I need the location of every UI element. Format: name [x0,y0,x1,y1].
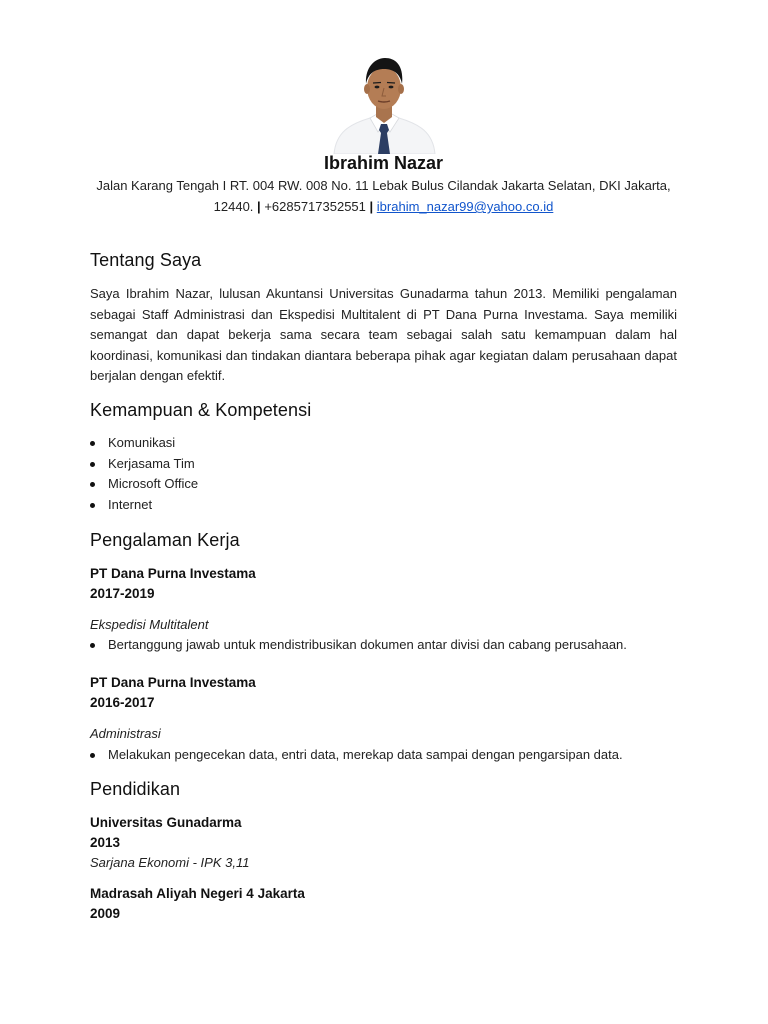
job-duties-list [90,745,677,765]
bullet-icon [90,503,95,508]
bullet-icon [90,753,95,758]
section-heading-education: Pendidikan [90,779,181,799]
job-years: 2016-2017 [90,695,155,710]
list-item: Microsoft Office [90,474,677,495]
list-item: Kerjasama Tim [90,454,677,475]
separator: | [257,199,261,214]
bullet-icon [90,441,95,446]
profile-photo [332,54,437,154]
bullet-icon [90,462,95,467]
candidate-name: Ibrahim Nazar [323,153,444,173]
section-heading-about: Tentang Saya [90,250,202,270]
education-degree: Sarjana Ekonomi - IPK 3,11 [90,855,250,870]
phone-number: +6285717352551 [264,199,366,214]
contact-info [90,175,677,217]
job-duties-list [90,635,677,655]
bullet-icon [90,482,95,487]
separator: | [369,199,374,214]
education-year: 2009 [90,906,121,921]
list-item: Melakukan pengecekan data, entri data, merekap data sampai dengan pengarsipan data. [90,745,677,765]
section-heading-skills: Kemampuan & Kompetensi [90,400,312,420]
education-year: 2013 [90,835,121,850]
list-item: Komunikasi [90,433,677,454]
email-link[interactable]: ibrahim_nazar99@yahoo.co.id [376,199,554,214]
job-years: 2017-2019 [90,586,155,601]
skills-list [90,433,677,515]
education-school: Universitas Gunadarma [90,815,242,830]
bullet-icon [90,643,95,648]
person-photo-icon [332,54,437,154]
about-text: Saya Ibrahim Nazar, lulusan Akuntansi Universitas Gunadarma tahun 2013. Memiliki pengalaman sebagai Staff Administrasi dan Ekspedisi Multitalent di PT Dana Purna Investama. Saya memiliki semangat dan dapat bekerja sama secara team sebagai salah satu kemampuan dalam hal koordinasi, komunikasi dan tindakan diantara beberapa pihak agar kegiatan dalam perusahaan dapat berjalan dengan efektif. [90,286,677,384]
job-company: PT Dana Purna Investama [90,566,256,581]
section-heading-experience: Pengalaman Kerja [90,530,240,550]
education-school: Madrasah Aliyah Negeri 4 Jakarta [90,886,305,901]
list-item: Bertanggung jawab untuk mendistribusikan dokumen antar divisi dan cabang perusahaan. [90,635,677,655]
list-item: Internet [90,495,677,516]
address-text: Jalan Karang Tengah I RT. 004 RW. 008 No. 11 Lebak Bulus Cilandak Jakarta Selatan, DKI Jakarta, 12440. [96,178,671,214]
job-role: Administrasi [90,726,161,741]
job-role: Ekspedisi Multitalent [90,617,209,632]
job-company: PT Dana Purna Investama [90,675,256,690]
